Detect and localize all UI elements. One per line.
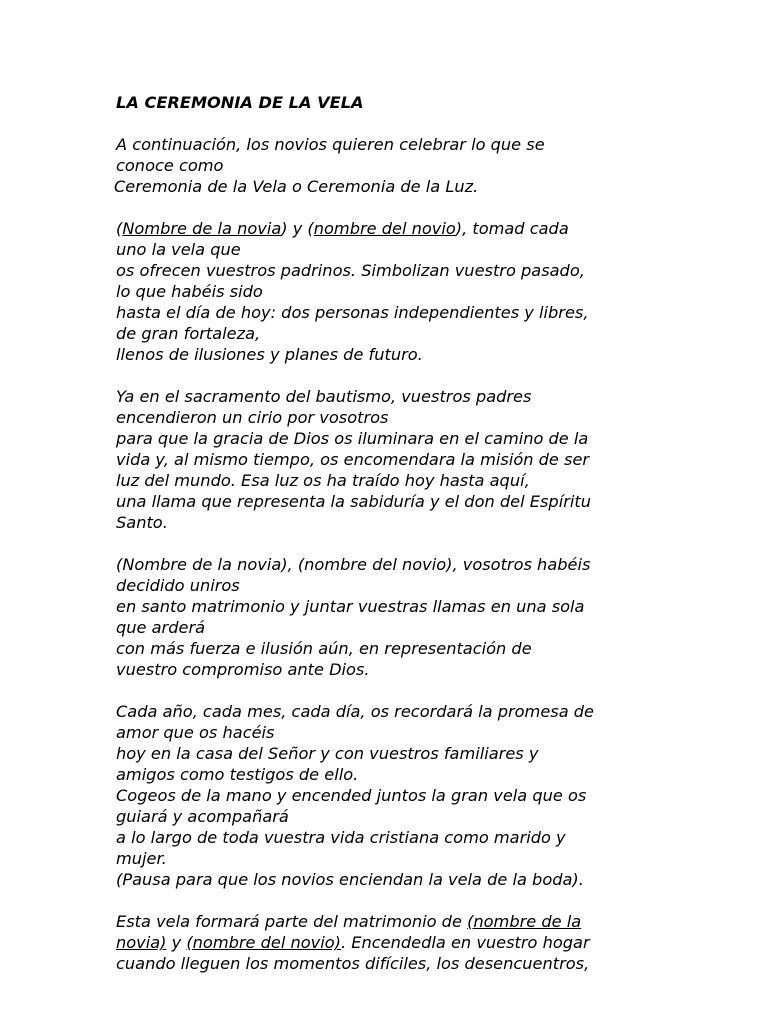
text-line: de gran fortaleza, — [116, 324, 261, 343]
text-line: que arderá — [116, 618, 206, 637]
document-title: LA CEREMONIA DE LA VELA — [116, 93, 364, 112]
text-line: vida y, al mismo tiempo, os encomendara la misión de ser — [116, 450, 590, 469]
text-fragment: ), tomad cada — [455, 219, 569, 238]
text-line: mujer. — [116, 849, 167, 868]
text-line: uno la vela que — [116, 240, 241, 259]
text-line: hoy en la casa del Señor y con vuestros familiares y — [116, 744, 539, 763]
text-line: Cada año, cada mes, cada día, os recordará la promesa de — [116, 702, 595, 721]
text-line: encendieron un cirio por vosotros — [116, 408, 389, 427]
groom-name-placeholder: nombre del novio — [313, 219, 456, 238]
text-line: amigos como testigos de ello. — [116, 765, 359, 784]
text-line: Santo. — [116, 513, 168, 532]
text-line: Ceremonia de la Vela o Ceremonia de la Luz. — [114, 177, 479, 196]
paragraph-intro — [116, 134, 716, 197]
text-fragment: . Encendedla en vuestro hogar — [340, 933, 590, 952]
paragraph-candles — [116, 218, 716, 365]
text-line: decidido uniros — [116, 576, 240, 595]
text-line: guiará y acompañará — [116, 807, 289, 826]
text-line: a lo largo de toda vuestra vida cristiana como marido y — [116, 828, 566, 847]
text-line — [116, 932, 716, 953]
text-line: (Pausa para que los novios enciendan la vela de la boda). — [116, 870, 584, 889]
paragraph-marriage — [116, 554, 716, 680]
text-line: hasta el día de hoy: dos personas independientes y libres, — [116, 303, 589, 322]
bride-name-placeholder: (nombre de la — [467, 912, 582, 931]
paragraph-baptism — [116, 386, 716, 533]
groom-name-placeholder: (nombre del novio) — [186, 933, 341, 952]
bride-name-placeholder: Nombre de la novia — [122, 219, 282, 238]
text-fragment: ) y ( — [281, 219, 314, 238]
text-line — [116, 911, 716, 932]
text-line: amor que os hacéis — [116, 723, 275, 742]
text-line: (Nombre de la novia), (nombre del novio), vosotros habéis — [116, 555, 591, 574]
text-fragment: ( — [116, 219, 123, 238]
text-line: en santo matrimonio y juntar vuestras llamas en una sola — [116, 597, 585, 616]
text-fragment: Esta vela formará parte del matrimonio de — [116, 912, 468, 931]
text-line: lo que habéis sido — [116, 282, 263, 301]
text-line: luz del mundo. Esa luz os ha traído hoy hasta aquí, — [116, 471, 530, 490]
text-line: Cogeos de la mano y encended juntos la gran vela que os — [116, 786, 587, 805]
text-line: Ya en el sacramento del bautismo, vuestros padres — [116, 387, 532, 406]
text-line: una llama que representa la sabiduría y el don del Espíritu — [116, 492, 591, 511]
paragraph-promise — [116, 701, 716, 890]
text-fragment: y — [166, 933, 187, 952]
text-line: cuando lleguen los momentos difíciles, los desencuentros, — [116, 954, 590, 973]
text-line: con más fuerza e ilusión aún, en representación de — [116, 639, 532, 658]
text-line — [116, 218, 716, 239]
paragraph-candle-home — [116, 911, 716, 974]
text-line: os ofrecen vuestros padrinos. Simbolizan vuestro pasado, — [116, 261, 585, 280]
text-line: para que la gracia de Dios os iluminara en el camino de la — [116, 429, 589, 448]
document-body — [116, 92, 716, 974]
text-line: conoce como — [116, 156, 224, 175]
bride-name-placeholder: novia) — [116, 933, 167, 952]
text-line: llenos de ilusiones y planes de futuro. — [116, 345, 423, 364]
text-line: A continuación, los novios quieren celebrar lo que se — [116, 135, 545, 154]
text-line: vuestro compromiso ante Dios. — [116, 660, 370, 679]
